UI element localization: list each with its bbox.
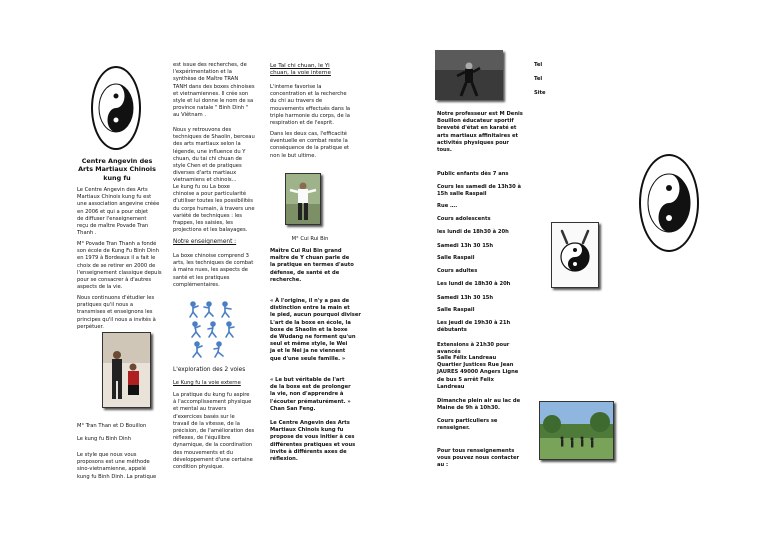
- masters-photo: [102, 332, 151, 408]
- exploration-heading: L'exploration des 2 voies: [173, 367, 246, 373]
- street-placeholder: Rue ….: [437, 203, 458, 209]
- sunday-session: Dimanche plein air au lac de Maine de 9h à 10h30.: [437, 398, 521, 412]
- masters-caption: M° Tran Than et D Bouillon: [77, 423, 147, 429]
- teens-title: Cours adolescents: [437, 216, 491, 222]
- master-cui-paragraph: Maître Cui Rui Bin grand maître de Y chuan parle de la pratique en termes d'auto défense, de santé et de recherche.: [270, 248, 354, 283]
- yin-yang-logo-icon: [93, 68, 139, 148]
- outdoor-practice-photo: [539, 401, 614, 460]
- external-way-heading: Le Kung fu la voie externe: [173, 380, 241, 386]
- intro-paragraph: Le Centre Angevin des Arts Martiaux Chinois kung fu est une association angevine créée en 2006 et qui a pour objet de diffuser l'enseignement reçu de maître Povade Tran Thanh .: [77, 187, 160, 237]
- phone-label-2: Tel: [534, 76, 543, 82]
- external-way-paragraph: La pratique du kung fu aspire à l'accomplissement physique et mental au travers d'exercices basés sur le travail de la vitesse, de la précision, de l'amélioration des réflexes, de l'équilibre dynamique, de la coordination des mouvements et du développement d'une certaine condition physique.: [173, 392, 255, 471]
- chan-san-feng-quote: « Le but véritable de l'art de la boxe est de prolonger la vie, non d'apprendre à l'écouter prématurément. » Chan San Feng.: [270, 377, 351, 412]
- fighters-illustration: [187, 300, 237, 360]
- contact-paragraph: Pour tous renseignements vous pouvez nous contacter au :: [437, 448, 520, 469]
- continue-paragraph: Nous continuons d'étudier les pratiques qu'il nous a transmises et enseignons les principes qu'il nous a invités à perpétuer.: [77, 295, 156, 330]
- invitation-paragraph: Le Centre Angevin des Arts Martiaux Chinois kung fu propose de vous initier à ces différentes pratiques et vous invite à différents axes de réflexion.: [270, 420, 356, 463]
- yin-yang-hands-photo: [551, 222, 599, 288]
- binh-dinh-subtitle: Le kung fu Binh Dinh: [77, 436, 131, 442]
- phone-label-1: Tel: [534, 62, 543, 68]
- master-cui-photo: [285, 173, 321, 225]
- adults-room: Salle Raspail: [437, 307, 475, 313]
- kids-schedule: Cours les samedi de 13h30 à 15h salle Raspail: [437, 184, 521, 198]
- teens-schedule: les lundi de 18h30 à 20h Samedi 13h 30 15h: [437, 229, 509, 250]
- kids-title: Public enfants dès 7 ans: [437, 171, 509, 177]
- kungfu-paragraph: Le kung fu ou La boxe chinoise a pour particularité d'utiliser toutes les possibilités du corps humain, à travers une variété de techniques : les frappes, les saisies, les projections et les balayages.: [173, 184, 255, 234]
- advanced-schedule: Les jeudi de 19h30 à 21h débutants Extensions à 21h30 pour avancés: [437, 320, 511, 355]
- teacher-photo: [435, 50, 503, 100]
- efficiency-paragraph: Dans les deux cas, l'efficacité éventuelle en combat reste la conséquence de la pratique et non le but ultime.: [270, 131, 350, 159]
- association-logo-large: [639, 154, 699, 252]
- teaching-paragraph: La boxe chinoise comprend 3 arts, les techniques de combat à mains nues, les aspects de santé et les pratiques complémentaires.: [173, 253, 254, 288]
- research-paragraph: est issue des recherches, de l'expérimentation et la synthèse de Maître TRAN TANH dans des boxes chinoises et vietnamiennes. Il crée son style et lui donne le nom de sa province natale " Binh Dinh " au Viêtnam .: [173, 62, 255, 119]
- teens-room: Salle Raspail: [437, 255, 475, 261]
- page-title: Centre Angevin des Arts Martiaux Chinois kung fu: [78, 157, 156, 182]
- history-paragraph: M° Povade Tran Thanh a fondé son école de Kung Fu Binh Dinh en 1979 à Bordeaux il a fait le choix de se retirer en 2000 de l'enseignement classique depuis pour se consacrer à d'autres aspects de la vie.: [77, 241, 162, 291]
- internal-way-heading: Le Taï chi chuan, le Yi chuan, la voie interne: [270, 63, 331, 77]
- adults-title: Cours adultes: [437, 268, 478, 274]
- association-logo: [91, 66, 141, 150]
- adults-schedule: Les lundi de 18h30 à 20h Samedi 13h 30 15h: [437, 281, 511, 302]
- internal-paragraph: L'interne favorise la concentration et la recherche du chi au travers de mouvements effectués dans la triple harmonie du corps, de la respiration et de l'esprit.: [270, 84, 351, 127]
- teacher-paragraph: Notre professeur est M Denis Bouillon éducateur sportif breveté d'état en karaté et arts martiaux affinitaires et activités physiques pour tous.: [437, 111, 523, 154]
- private-lessons: Cours particuliers se renseigner.: [437, 418, 498, 432]
- yin-yang-logo-icon: [641, 156, 697, 250]
- style-paragraph: Le style que nous vous proposons est une méthode sino-vietnamienne, appelé kung fu Binh Dinh. La pratique: [77, 452, 157, 480]
- website-label: Site: [534, 90, 546, 96]
- yin-yang-hand-icon: [552, 223, 598, 287]
- techniques-paragraph: Nous y retrouvons des techniques de Shaolin, berceau des arts martiaux selon la légende, une influence du Y chuan, du tai chi chuan de style Chen et de pratiques diverses d'arts martiaux vietnamiens et chinois...: [173, 127, 255, 184]
- origin-quote: « À l'origine, il n'y a pas de distinction entre la main et le pied, aucun pourquoi diviser L'art de la boxe en école, la boxe de Shaolin et la boxe de Wudang ne forment qu'un seul et même style, le Wei ja et le Nei ja ne viennent que d'une seule famille. »: [270, 298, 361, 362]
- venue-address: Salle Félix Landreau Quartier Justices Rue Jean JAURES 49000 Angers Ligne de bus 5 arrêt Felix Landreau: [437, 355, 519, 390]
- teaching-heading: Notre enseignement :: [173, 239, 237, 245]
- master-cui-caption: M° Cui Rui Bin: [291, 236, 329, 242]
